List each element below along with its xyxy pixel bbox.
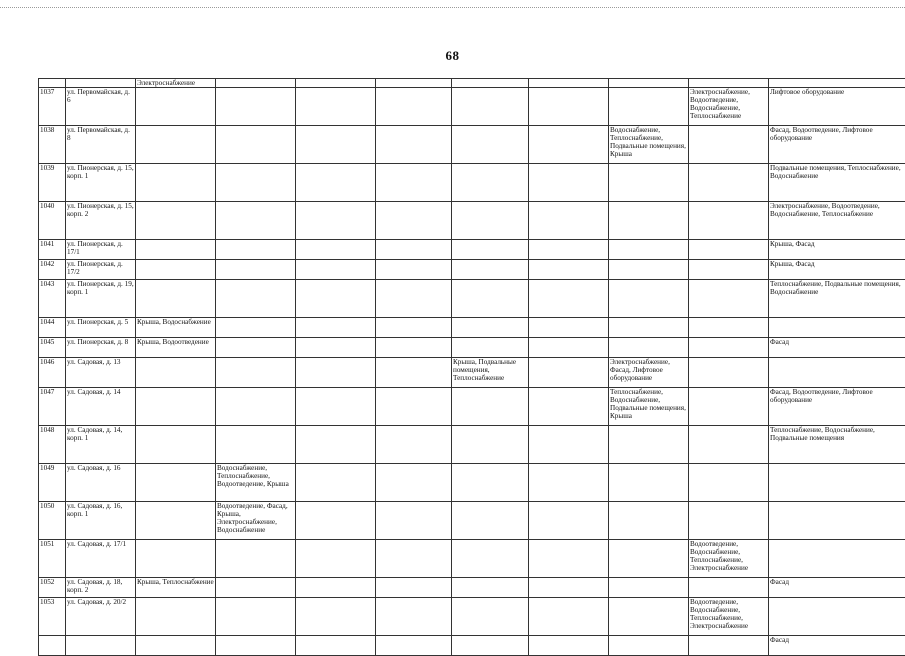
work-type-cell (452, 464, 529, 502)
work-type-cell (136, 240, 216, 260)
work-type-cell: Крыша, Фасад (769, 260, 905, 280)
work-type-cell (136, 426, 216, 464)
work-type-cell (376, 240, 452, 260)
work-type-cell: Крыша, Подвальные помещения, Теплоснабжение (452, 358, 529, 388)
work-type-cell (136, 88, 216, 126)
work-type-cell: Теплоснабжение, Подвальные помещения, Водоснабжение (769, 280, 905, 318)
page-number: 68 (0, 48, 905, 64)
work-type-cell (529, 79, 609, 88)
work-type-cell (376, 358, 452, 388)
work-type-cell (769, 318, 905, 338)
work-type-cell: Лифтовое оборудование (769, 88, 905, 126)
table-row (39, 202, 905, 240)
row-number-cell: 1038 (39, 126, 66, 164)
work-type-cell (376, 318, 452, 338)
work-type-cell (296, 540, 376, 578)
work-type-cell (529, 280, 609, 318)
work-type-cell (452, 598, 529, 636)
work-type-cell (136, 464, 216, 502)
work-type-cell (216, 388, 296, 426)
address-cell: ул. Садовая, д. 16, корп. 1 (66, 502, 136, 540)
work-type-cell (529, 318, 609, 338)
work-type-cell (689, 164, 769, 202)
work-type-cell: Электроснабжение, Водоотведение, Водоснабжение, Теплоснабжение (769, 202, 905, 240)
work-type-cell (529, 88, 609, 126)
work-type-cell (609, 164, 689, 202)
work-type-cell (216, 598, 296, 636)
work-type-cell (136, 388, 216, 426)
work-type-cell (216, 164, 296, 202)
work-type-cell (136, 260, 216, 280)
work-type-cell (689, 636, 769, 656)
work-type-cell (216, 338, 296, 358)
work-type-cell (376, 338, 452, 358)
work-type-cell (376, 280, 452, 318)
row-number-cell: 1045 (39, 338, 66, 358)
repair-schedule-table (38, 78, 905, 656)
work-type-cell (296, 240, 376, 260)
work-type-cell (609, 202, 689, 240)
work-type-cell (689, 502, 769, 540)
work-type-cell: Фасад (769, 578, 905, 598)
work-type-cell (216, 88, 296, 126)
table-row (39, 388, 905, 426)
work-type-cell (609, 636, 689, 656)
address-cell: ул. Садовая, д. 13 (66, 358, 136, 388)
work-type-cell: Крыша, Водоотведение (136, 338, 216, 358)
work-type-cell (529, 578, 609, 598)
work-type-cell (376, 88, 452, 126)
work-type-cell (689, 318, 769, 338)
row-number-cell (39, 636, 66, 656)
work-type-cell: Водоотведение, Водоснабжение, Теплоснабжение, Электроснабжение (689, 598, 769, 636)
work-type-cell: Фасад (769, 338, 905, 358)
work-type-cell (689, 202, 769, 240)
work-type-cell (689, 280, 769, 318)
work-type-cell (216, 280, 296, 318)
table-row (39, 426, 905, 464)
work-type-cell (609, 79, 689, 88)
address-cell: ул. Пионерская, д. 17/1 (66, 240, 136, 260)
table-row (39, 464, 905, 502)
row-number-cell: 1048 (39, 426, 66, 464)
work-type-cell (609, 318, 689, 338)
table-row (39, 338, 905, 358)
work-type-cell (376, 502, 452, 540)
work-type-cell (296, 388, 376, 426)
work-type-cell: Фасад (769, 636, 905, 656)
work-type-cell (376, 164, 452, 202)
work-type-cell (529, 338, 609, 358)
work-type-cell (136, 358, 216, 388)
work-type-cell (216, 260, 296, 280)
address-cell: ул. Пионерская, д. 5 (66, 318, 136, 338)
address-cell: ул. Садовая, д. 20/2 (66, 598, 136, 636)
row-number-cell: 1050 (39, 502, 66, 540)
work-type-cell (609, 464, 689, 502)
work-type-cell (529, 126, 609, 164)
work-type-cell (136, 502, 216, 540)
address-cell: ул. Пионерская, д. 17/2 (66, 260, 136, 280)
table-row (39, 540, 905, 578)
work-type-cell (609, 578, 689, 598)
work-type-cell (296, 598, 376, 636)
row-number-cell: 1040 (39, 202, 66, 240)
work-type-cell (296, 464, 376, 502)
work-type-cell (376, 260, 452, 280)
work-type-cell (216, 636, 296, 656)
work-type-cell: Крыша, Теплоснабжение (136, 578, 216, 598)
work-type-cell (376, 636, 452, 656)
work-type-cell (529, 260, 609, 280)
work-type-cell (452, 202, 529, 240)
work-type-cell (216, 240, 296, 260)
work-type-cell (609, 502, 689, 540)
work-type-cell (376, 598, 452, 636)
work-type-cell (216, 79, 296, 88)
table-row (39, 280, 905, 318)
work-type-cell (376, 79, 452, 88)
row-number-cell: 1046 (39, 358, 66, 388)
work-type-cell: Водоснабжение, Теплоснабжение, Водоотведение, Крыша (216, 464, 296, 502)
row-number-cell: 1041 (39, 240, 66, 260)
row-number-cell: 1047 (39, 388, 66, 426)
address-cell: ул. Садовая, д. 16 (66, 464, 136, 502)
work-type-cell (689, 240, 769, 260)
work-type-cell (376, 126, 452, 164)
work-type-cell (136, 280, 216, 318)
address-cell: ул. Садовая, д. 14 (66, 388, 136, 426)
work-type-cell: Теплоснабжение, Водоснабжение, Подвальные помещения, Крыша (609, 388, 689, 426)
table-row (39, 358, 905, 388)
work-type-cell (296, 502, 376, 540)
work-type-cell (689, 79, 769, 88)
work-type-cell (452, 540, 529, 578)
row-number-cell (39, 79, 66, 88)
work-type-cell (216, 126, 296, 164)
work-type-cell (296, 318, 376, 338)
work-type-cell (609, 280, 689, 318)
work-type-cell (296, 88, 376, 126)
table-row (39, 126, 905, 164)
work-type-cell (689, 388, 769, 426)
table-row (39, 88, 905, 126)
work-type-cell (689, 126, 769, 164)
table-row (39, 164, 905, 202)
work-type-cell (689, 464, 769, 502)
work-type-cell (609, 240, 689, 260)
work-type-cell (136, 164, 216, 202)
work-type-cell (452, 280, 529, 318)
work-type-cell (452, 636, 529, 656)
work-type-cell (529, 358, 609, 388)
row-number-cell: 1052 (39, 578, 66, 598)
work-type-cell (769, 464, 905, 502)
work-type-cell (296, 280, 376, 318)
work-type-cell (296, 636, 376, 656)
address-cell: ул. Садовая, д. 17/1 (66, 540, 136, 578)
work-type-cell: Электроснабжение, Фасад, Лифтовое оборудование (609, 358, 689, 388)
address-cell (66, 636, 136, 656)
address-cell: ул. Первомайская, д. 8 (66, 126, 136, 164)
work-type-cell (689, 578, 769, 598)
work-type-cell (376, 540, 452, 578)
work-type-cell (452, 260, 529, 280)
work-type-cell (452, 240, 529, 260)
work-type-cell (452, 88, 529, 126)
work-type-cell (296, 338, 376, 358)
work-type-cell (296, 202, 376, 240)
work-type-cell (296, 260, 376, 280)
row-number-cell: 1043 (39, 280, 66, 318)
work-type-cell (296, 358, 376, 388)
work-type-cell (452, 426, 529, 464)
address-cell: ул. Пионерская, д. 15, корп. 1 (66, 164, 136, 202)
work-type-cell: Теплоснабжение, Водоснабжение, Подвальные помещения (769, 426, 905, 464)
row-number-cell: 1042 (39, 260, 66, 280)
work-type-cell (216, 318, 296, 338)
work-type-cell (769, 79, 905, 88)
work-type-cell (216, 202, 296, 240)
work-type-cell (376, 464, 452, 502)
work-type-cell (452, 502, 529, 540)
work-type-cell (529, 540, 609, 578)
work-type-cell (529, 426, 609, 464)
work-type-cell (689, 338, 769, 358)
work-type-cell (529, 240, 609, 260)
row-number-cell: 1037 (39, 88, 66, 126)
address-cell: ул. Садовая, д. 14, корп. 1 (66, 426, 136, 464)
row-number-cell: 1049 (39, 464, 66, 502)
table-row (39, 260, 905, 280)
work-type-cell (609, 260, 689, 280)
work-type-cell (609, 88, 689, 126)
work-type-cell (136, 202, 216, 240)
row-number-cell: 1053 (39, 598, 66, 636)
work-type-cell (529, 598, 609, 636)
work-type-cell: Подвальные помещения, Теплоснабжение, Водоснабжение (769, 164, 905, 202)
work-type-cell (136, 126, 216, 164)
work-type-cell (769, 358, 905, 388)
work-type-cell (452, 338, 529, 358)
work-type-cell (689, 260, 769, 280)
row-number-cell: 1051 (39, 540, 66, 578)
work-type-cell (216, 426, 296, 464)
work-type-cell (136, 598, 216, 636)
work-type-cell (296, 126, 376, 164)
address-cell: ул. Садовая, д. 18, корп. 2 (66, 578, 136, 598)
table-row (39, 318, 905, 338)
work-type-cell: Водоотведение, Водоснабжение, Теплоснабжение, Электроснабжение (689, 540, 769, 578)
work-type-cell (296, 164, 376, 202)
work-type-cell: Водоснабжение, Теплоснабжение, Подвальные помещения, Крыша (609, 126, 689, 164)
work-type-cell (609, 540, 689, 578)
work-type-cell (216, 578, 296, 598)
address-cell (66, 79, 136, 88)
work-type-cell: Крыша, Фасад (769, 240, 905, 260)
work-type-cell (529, 636, 609, 656)
work-type-cell: Фасад, Водоотведение, Лифтовое оборудование (769, 388, 905, 426)
work-type-cell (529, 464, 609, 502)
work-type-cell: Электроснабжение (136, 79, 216, 88)
work-type-cell (376, 578, 452, 598)
row-number-cell: 1039 (39, 164, 66, 202)
work-type-cell (452, 126, 529, 164)
address-cell: ул. Пионерская, д. 8 (66, 338, 136, 358)
table-header-row (39, 79, 905, 88)
work-type-cell (376, 426, 452, 464)
work-type-cell (529, 164, 609, 202)
work-type-cell (452, 318, 529, 338)
work-type-cell (452, 164, 529, 202)
work-type-cell (769, 502, 905, 540)
work-type-cell (609, 598, 689, 636)
work-type-cell (609, 338, 689, 358)
work-type-cell (529, 388, 609, 426)
work-type-cell (136, 540, 216, 578)
work-type-cell (136, 636, 216, 656)
work-type-cell: Электроснабжение, Водоотведение, Водоснабжение, Теплоснабжение (689, 88, 769, 126)
work-type-cell (452, 79, 529, 88)
address-cell: ул. Пионерская, д. 19, корп. 1 (66, 280, 136, 318)
scan-artifact-line (0, 7, 905, 8)
work-type-cell: Крыша, Водоснабжение (136, 318, 216, 338)
row-number-cell: 1044 (39, 318, 66, 338)
table-row (39, 598, 905, 636)
work-type-cell (529, 502, 609, 540)
work-type-cell (769, 598, 905, 636)
table-row (39, 636, 905, 656)
work-type-cell (296, 426, 376, 464)
work-type-cell (216, 358, 296, 388)
work-type-cell (452, 578, 529, 598)
table-row (39, 578, 905, 598)
work-type-cell (376, 202, 452, 240)
address-cell: ул. Пионерская, д. 15, корп. 2 (66, 202, 136, 240)
work-type-cell (296, 578, 376, 598)
work-type-cell (216, 540, 296, 578)
work-type-cell (689, 426, 769, 464)
address-cell: ул. Первомайская, д. 6 (66, 88, 136, 126)
table-row (39, 240, 905, 260)
work-type-cell (609, 426, 689, 464)
work-type-cell (452, 388, 529, 426)
work-type-cell (769, 540, 905, 578)
work-type-cell (296, 79, 376, 88)
work-type-cell: Водоотведение, Фасад, Крыша, Электроснабжение, Водоснабжение (216, 502, 296, 540)
work-type-cell: Фасад, Водоотведение, Лифтовое оборудование (769, 126, 905, 164)
work-type-cell (376, 388, 452, 426)
table-row (39, 502, 905, 540)
work-type-cell (689, 358, 769, 388)
work-type-cell (529, 202, 609, 240)
